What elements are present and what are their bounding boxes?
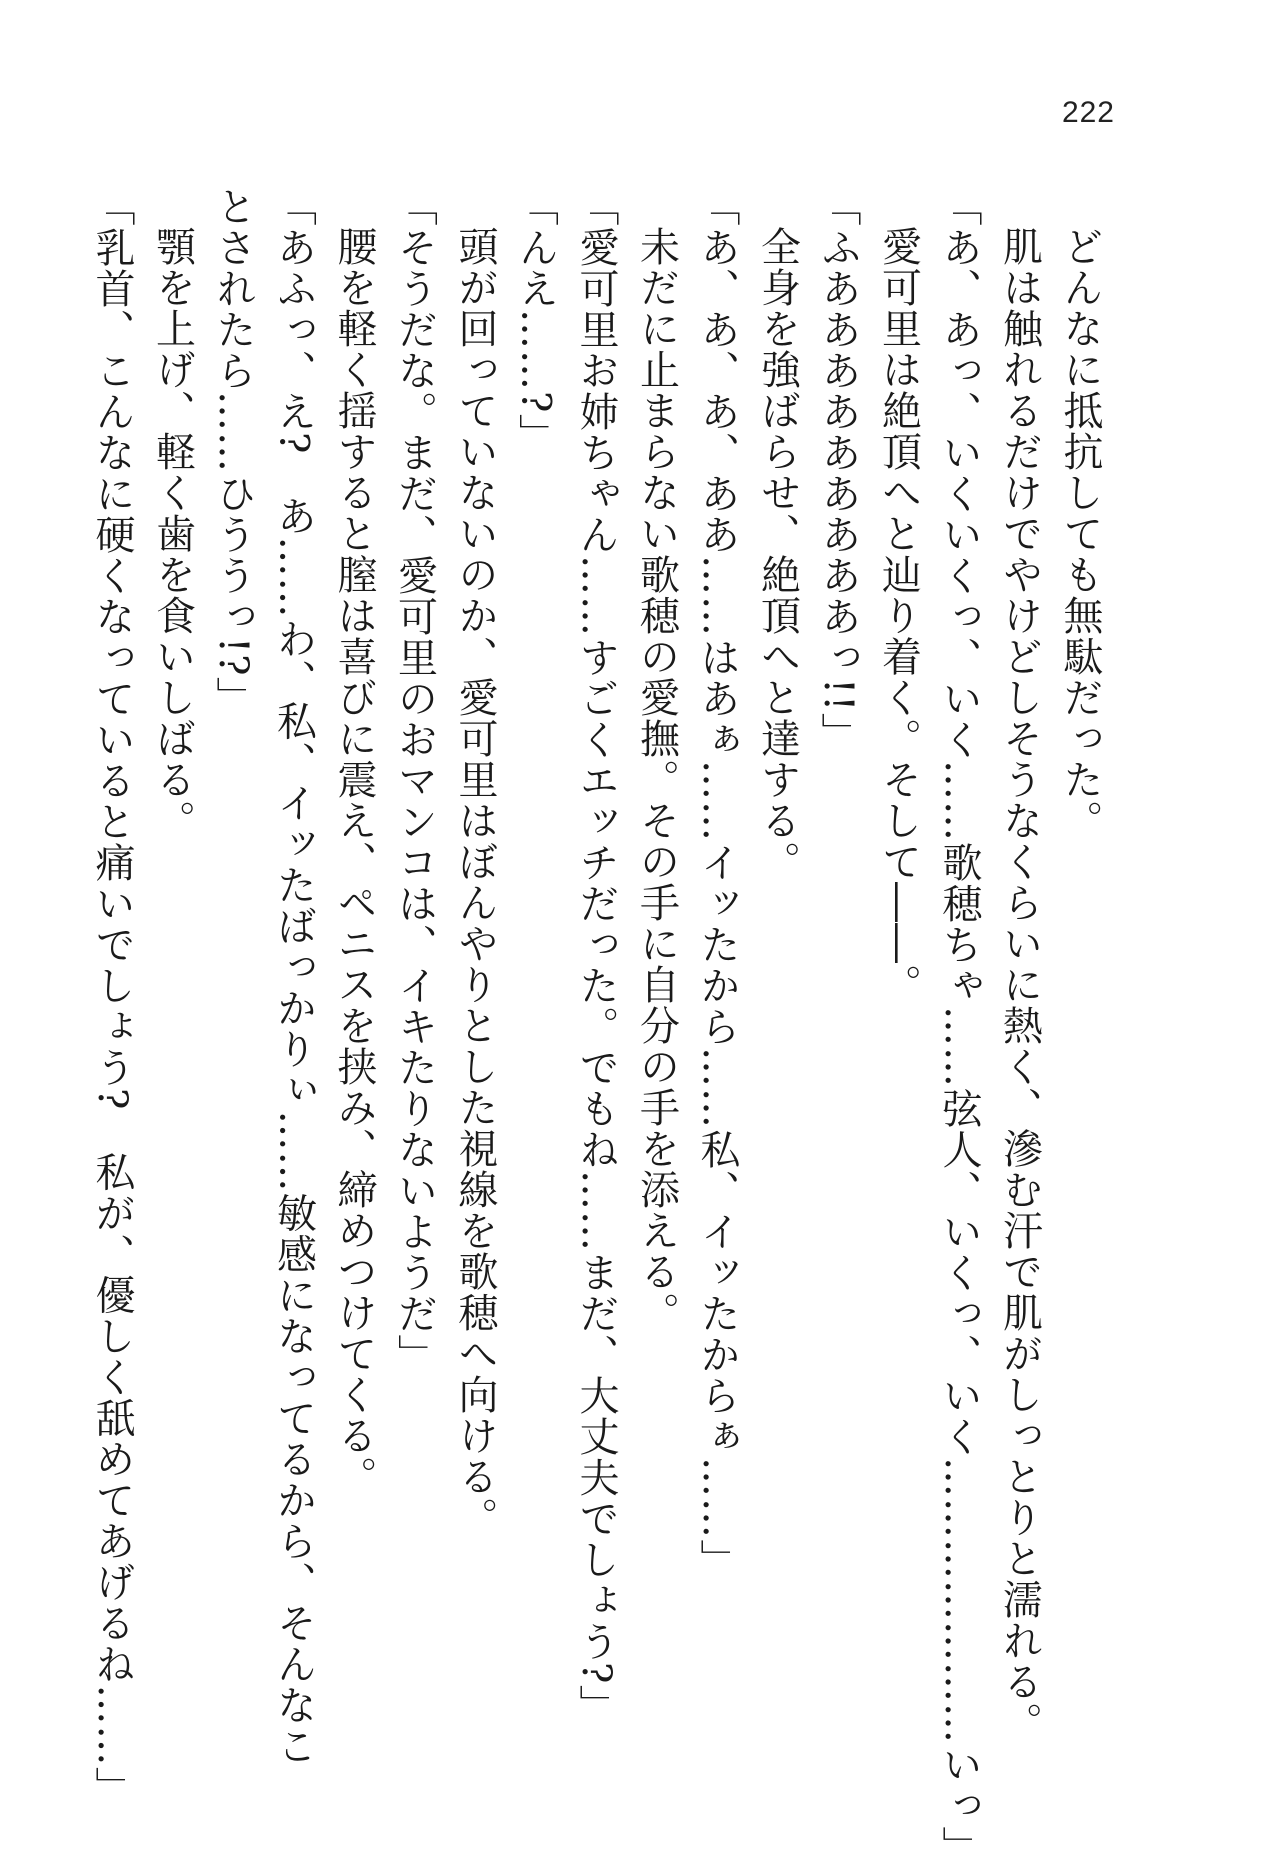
dialogue-line: 「あ、あっ、いくいくっ、いく……歌穂ちゃ……弦人、いくっ、いく…………………いっ」 <box>936 186 982 1867</box>
text-line: 肌は触れるだけでやけどしそうなくらいに熱く、滲む汗で肌がしっとりと濡れる。 <box>996 226 1043 1743</box>
text-line: 未だに止まらない歌穂の愛撫。その手に自分の手を添える。 <box>633 226 680 1333</box>
dialogue-line: 「あ、あ、あ、ああ……はあぁ……イッたから……私、イッたからぁ……」 <box>694 186 740 1580</box>
dialogue-line: 「愛可里お姉ちゃん……すごくエッチだった。でもね……まだ、大丈夫でしょう?」 <box>573 186 619 1726</box>
page-number: 222 <box>1061 96 1115 129</box>
dialogue-line: 「乳首、こんなに硬くなっていると痛いでしょう? 私が、優しく舐めてあげるね……」 <box>89 186 135 1808</box>
dialogue-line: 「んえ……?」 <box>512 186 559 455</box>
dialogue-line-continued: とされたら……ひううっ!?」 <box>210 186 256 718</box>
text-line: 顎を上げ、軽く歯を食いしばる。 <box>149 226 196 841</box>
text-line: どんなに抵抗しても無駄だった。 <box>1057 226 1103 841</box>
text-line: 腰を軽く揺すると膣は喜びに震え、ペニスを挟み、締めつけてくる。 <box>331 226 377 1497</box>
text-line: 頭が回っていないのか、愛可里はぼんやりとした視線を歌穂へ向ける。 <box>452 226 498 1538</box>
dialogue-line: 「そうだな。まだ、愛可里のおマンコは、イキたりないようだ」 <box>391 186 438 1375</box>
dialogue-line: 「あふっ、え? あ……わ、私、イッたばっかりぃ……敏感になってるから、そんなこ <box>270 186 317 1767</box>
text-line: 愛可里は絶頂へと辿り着く。そして――。 <box>875 226 922 1005</box>
dialogue-line: 「ふあああああああああっ!!」 <box>815 186 861 754</box>
text-line: 全身を強ばらせ、絶頂へと達する。 <box>754 226 801 882</box>
novel-text-body <box>82 186 1111 1867</box>
